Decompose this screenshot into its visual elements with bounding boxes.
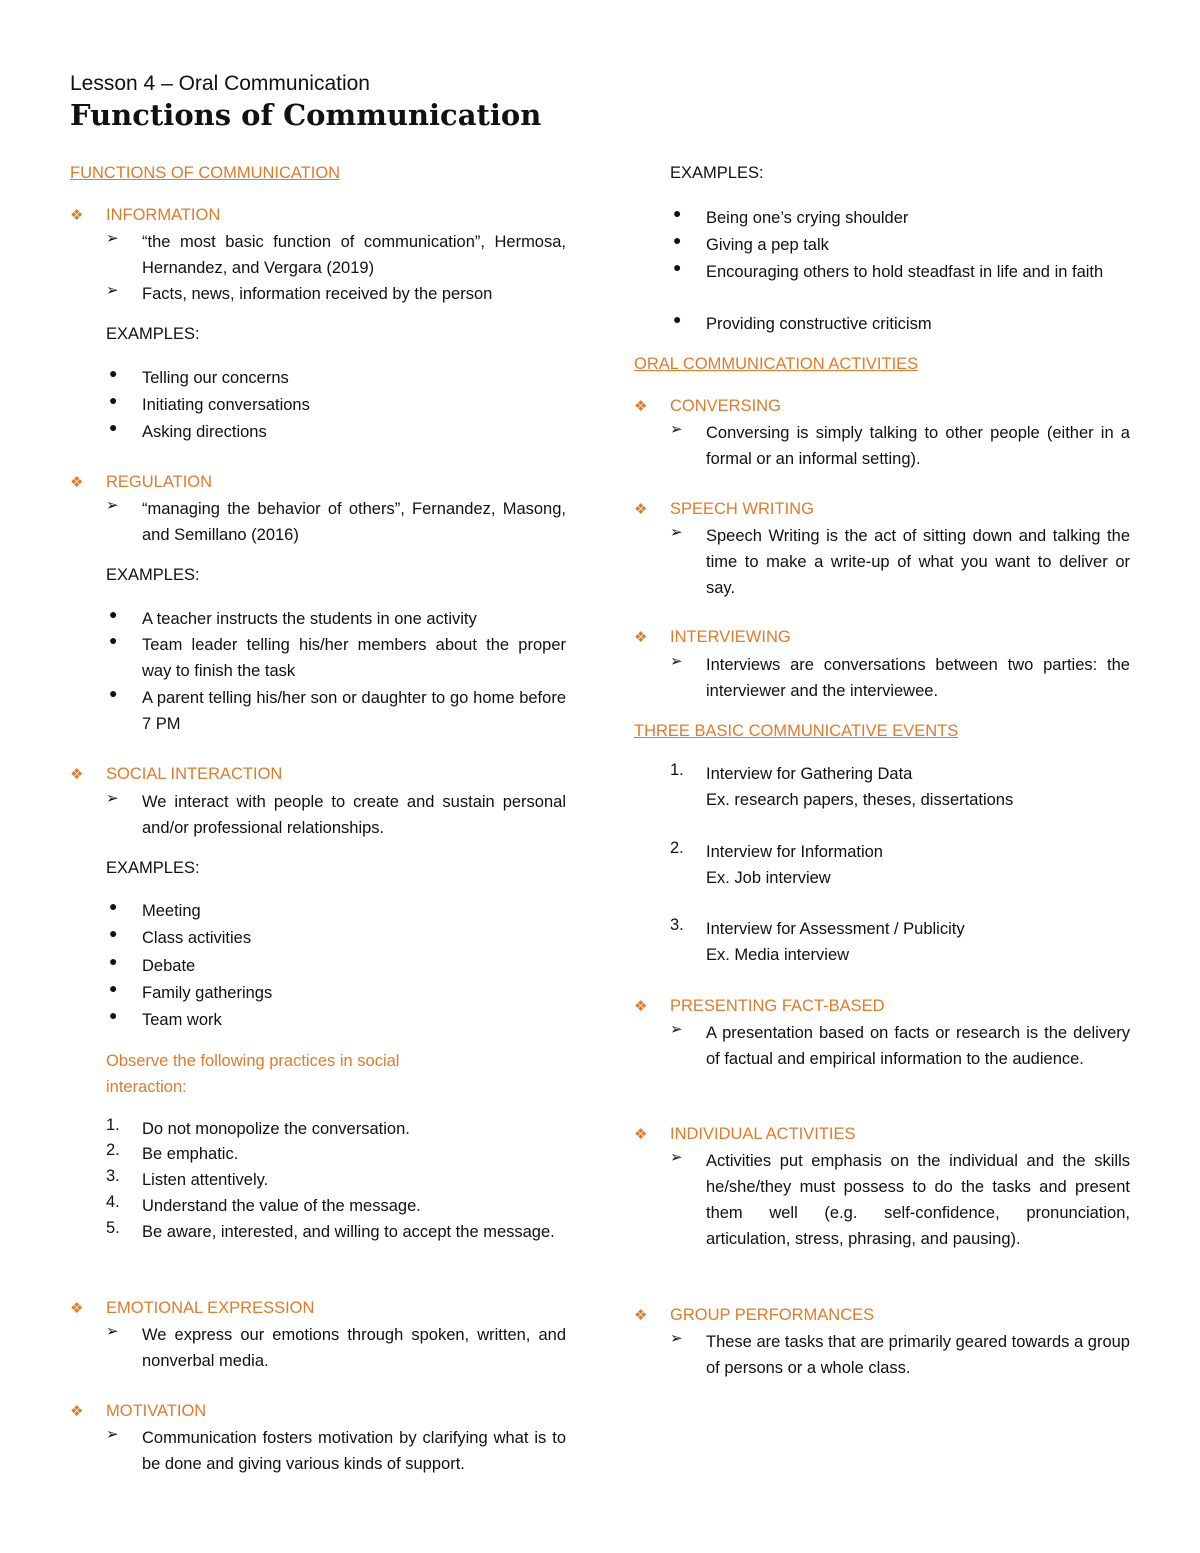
- dot-bullet-icon: ●: [109, 925, 118, 941]
- examples-label: EXAMPLES:: [670, 164, 764, 182]
- dot-bullet-icon: ●: [109, 898, 118, 914]
- individual-text: Activities put emphasis on the individual and the skills he/she/they must possess to do the tasks and present them well (e.g. self-confidence, pronunciation, articulation, stress, phrasing, and pausing).: [706, 1152, 1130, 1248]
- dot-bullet-icon: ●: [109, 419, 118, 435]
- practice-text: Be aware, interested, and willing to accept the message.: [142, 1223, 555, 1241]
- diamond-bullet-icon: ❖: [634, 629, 648, 646]
- heading-regulation: [70, 473, 212, 492]
- example-text: Providing constructive criticism: [706, 315, 932, 333]
- arrow-bullet-icon: ➢: [670, 653, 683, 670]
- example-text: Meeting: [142, 902, 201, 920]
- example-text: Team leader telling his/her members about the proper way to finish the task: [142, 636, 566, 680]
- dot-bullet-icon: ●: [109, 685, 118, 701]
- event-name: Interview for Information: [706, 843, 883, 861]
- example-text: Telling our concerns: [142, 369, 289, 387]
- list-number: 2.: [670, 839, 684, 857]
- heading-emotional-label: EMOTIONAL EXPRESSION: [106, 1299, 315, 1317]
- list-number: 3.: [670, 916, 684, 934]
- heading-emotional-expression: [70, 1299, 314, 1318]
- diamond-bullet-icon: ❖: [70, 474, 84, 491]
- list-item: [670, 839, 1130, 891]
- list-item: [106, 281, 566, 307]
- diamond-bullet-icon: ❖: [634, 998, 648, 1015]
- list-number: 3.: [106, 1167, 120, 1185]
- list-item: [106, 1116, 566, 1142]
- diamond-bullet-icon: ❖: [634, 1307, 648, 1324]
- practice-text: Understand the value of the message.: [142, 1197, 421, 1215]
- heading-motivation-label: MOTIVATION: [106, 1402, 207, 1420]
- dot-bullet-icon: ●: [109, 365, 118, 381]
- dot-bullet-icon: ●: [109, 392, 118, 408]
- practice-text: Be emphatic.: [142, 1145, 239, 1163]
- list-item: [670, 420, 1130, 472]
- examples-label: EXAMPLES:: [106, 566, 200, 584]
- list-item: [670, 1020, 1130, 1072]
- list-item: [106, 365, 566, 391]
- arrow-bullet-icon: ➢: [106, 230, 119, 247]
- dot-bullet-icon: ●: [673, 205, 682, 221]
- diamond-bullet-icon: ❖: [70, 766, 84, 783]
- heading-presenting-label: PRESENTING FACT-BASED: [670, 997, 885, 1015]
- list-item: [106, 685, 566, 737]
- heading-speech-label: SPEECH WRITING: [670, 500, 814, 518]
- arrow-bullet-icon: ➢: [106, 1323, 119, 1340]
- list-number: 4.: [106, 1193, 120, 1211]
- social-point: We interact with people to create and sustain personal and/or professional relationships.: [142, 793, 566, 837]
- list-item: [670, 761, 1130, 813]
- heading-group-performances: [634, 1306, 874, 1325]
- example-text: Being one’s crying shoulder: [706, 209, 909, 227]
- list-item: [106, 1322, 566, 1374]
- arrow-bullet-icon: ➢: [670, 524, 683, 541]
- diamond-bullet-icon: ❖: [70, 207, 84, 224]
- arrow-bullet-icon: ➢: [670, 1021, 683, 1038]
- list-item: [106, 925, 566, 951]
- list-item: [106, 789, 566, 841]
- emotional-point: We express our emotions through spoken, written, and nonverbal media.: [142, 1326, 566, 1370]
- list-item: [106, 898, 566, 924]
- examples-label: EXAMPLES:: [106, 325, 200, 343]
- example-text: Asking directions: [142, 423, 267, 441]
- list-number: 1.: [670, 761, 684, 779]
- arrow-bullet-icon: ➢: [670, 1149, 683, 1166]
- information-point: “the most basic function of communication”, Hermosa, Hernandez, and Vergara (2019): [142, 233, 566, 277]
- practice-text: Listen attentively.: [142, 1171, 269, 1189]
- example-text: Initiating conversations: [142, 396, 310, 414]
- dot-bullet-icon: ●: [109, 632, 118, 648]
- example-text: Class activities: [142, 929, 252, 947]
- section-title-communicative-events: THREE BASIC COMMUNICATIVE EVENTS: [634, 722, 959, 740]
- practice-text: Do not monopolize the conversation.: [142, 1120, 410, 1138]
- arrow-bullet-icon: ➢: [106, 282, 119, 299]
- dot-bullet-icon: ●: [109, 953, 118, 969]
- list-item: [106, 1425, 566, 1477]
- observe-practices-label: Observe the following practices in social interaction:: [106, 1052, 400, 1096]
- heading-individual-activities: [634, 1125, 856, 1144]
- information-point: Facts, news, information received by the person: [142, 285, 493, 303]
- diamond-bullet-icon: ❖: [70, 1300, 84, 1317]
- example-text: Debate: [142, 957, 196, 975]
- list-item: [106, 1167, 566, 1193]
- arrow-bullet-icon: ➢: [106, 790, 119, 807]
- example-text: Encouraging others to hold steadfast in life and in faith: [706, 263, 1104, 281]
- event-example: Ex. Job interview: [706, 869, 831, 887]
- example-text: Family gatherings: [142, 984, 273, 1002]
- list-item: [106, 1007, 566, 1033]
- heading-speech-writing: [634, 500, 814, 519]
- speech-text: Speech Writing is the act of sitting down and talking the time to make a write-up of what you want to deliver or say.: [706, 527, 1130, 597]
- list-item: [106, 419, 566, 445]
- dot-bullet-icon: ●: [673, 232, 682, 248]
- list-item: [106, 496, 566, 548]
- arrow-bullet-icon: ➢: [106, 1426, 119, 1443]
- presenting-text: A presentation based on facts or research is the delivery of factual and empirical information to the audience.: [706, 1024, 1130, 1068]
- example-text: A parent telling his/her son or daughter to go home before 7 PM: [142, 689, 566, 733]
- heading-social-interaction: [70, 765, 282, 784]
- list-item: [670, 205, 1130, 231]
- heading-presenting-fact-based: [634, 997, 885, 1016]
- diamond-bullet-icon: ❖: [634, 398, 648, 415]
- regulation-point: “managing the behavior of others”, Fernandez, Masong, and Semillano (2016): [142, 500, 566, 544]
- example-text: Team work: [142, 1011, 222, 1029]
- diamond-bullet-icon: ❖: [70, 1403, 84, 1420]
- list-number: 5.: [106, 1219, 120, 1237]
- interviewing-text: Interviews are conversations between two parties: the interviewer and the interviewee.: [706, 656, 1130, 700]
- heading-group-label: GROUP PERFORMANCES: [670, 1306, 875, 1324]
- dot-bullet-icon: ●: [109, 606, 118, 622]
- heading-social-label: SOCIAL INTERACTION: [106, 765, 283, 783]
- heading-regulation-label: REGULATION: [106, 473, 213, 491]
- event-name: Interview for Gathering Data: [706, 765, 913, 783]
- dot-bullet-icon: ●: [673, 259, 682, 275]
- list-item: [670, 1148, 1130, 1252]
- conversing-text: Conversing is simply talking to other people (either in a formal or an informal setting).: [706, 424, 1130, 468]
- event-example: Ex. research papers, theses, dissertations: [706, 791, 1014, 809]
- list-item: [670, 259, 1130, 285]
- list-item: [670, 652, 1130, 704]
- event-name: Interview for Assessment / Publicity: [706, 920, 965, 938]
- list-item: [106, 632, 566, 684]
- section-title-functions: FUNCTIONS OF COMMUNICATION: [70, 164, 341, 182]
- example-text: A teacher instructs the students in one activity: [142, 610, 477, 628]
- list-item: [106, 1193, 566, 1219]
- list-item: [106, 229, 566, 281]
- arrow-bullet-icon: ➢: [106, 497, 119, 514]
- heading-conversing-label: CONVERSING: [670, 397, 781, 415]
- examples-label: EXAMPLES:: [106, 859, 200, 877]
- diamond-bullet-icon: ❖: [634, 1126, 648, 1143]
- page-title: Functions of Communication: [70, 98, 542, 132]
- list-item: [670, 311, 1130, 337]
- dot-bullet-icon: ●: [109, 1007, 118, 1023]
- heading-interviewing: [634, 628, 791, 647]
- list-item: [670, 1329, 1130, 1381]
- list-item: [670, 523, 1130, 601]
- heading-information-label: INFORMATION: [106, 206, 221, 224]
- group-text: These are tasks that are primarily geared towards a group of persons or a whole class.: [706, 1333, 1130, 1377]
- list-item: [106, 606, 566, 632]
- motivation-point: Communication fosters motivation by clarifying what is to be done and giving various kinds of support.: [142, 1429, 566, 1473]
- list-item: [670, 232, 1130, 258]
- arrow-bullet-icon: ➢: [670, 421, 683, 438]
- list-item: [106, 1141, 566, 1167]
- heading-information: [70, 206, 220, 225]
- lesson-label: Lesson 4 – Oral Communication: [70, 72, 370, 95]
- list-item: [106, 980, 566, 1006]
- dot-bullet-icon: ●: [673, 311, 682, 327]
- heading-motivation: [70, 1402, 206, 1421]
- list-item: [106, 1219, 566, 1245]
- list-number: 2.: [106, 1141, 120, 1159]
- list-item: [670, 916, 1130, 968]
- heading-interviewing-label: INTERVIEWING: [670, 628, 791, 646]
- heading-individual-label: INDIVIDUAL ACTIVITIES: [670, 1125, 856, 1143]
- diamond-bullet-icon: ❖: [634, 501, 648, 518]
- dot-bullet-icon: ●: [109, 980, 118, 996]
- list-item: [106, 953, 566, 979]
- arrow-bullet-icon: ➢: [670, 1330, 683, 1347]
- example-text: Giving a pep talk: [706, 236, 829, 254]
- section-title-oral-activities: ORAL COMMUNICATION ACTIVITIES: [634, 355, 919, 373]
- list-number: 1.: [106, 1116, 120, 1134]
- heading-conversing: [634, 397, 781, 416]
- event-example: Ex. Media interview: [706, 946, 850, 964]
- list-item: [106, 392, 566, 418]
